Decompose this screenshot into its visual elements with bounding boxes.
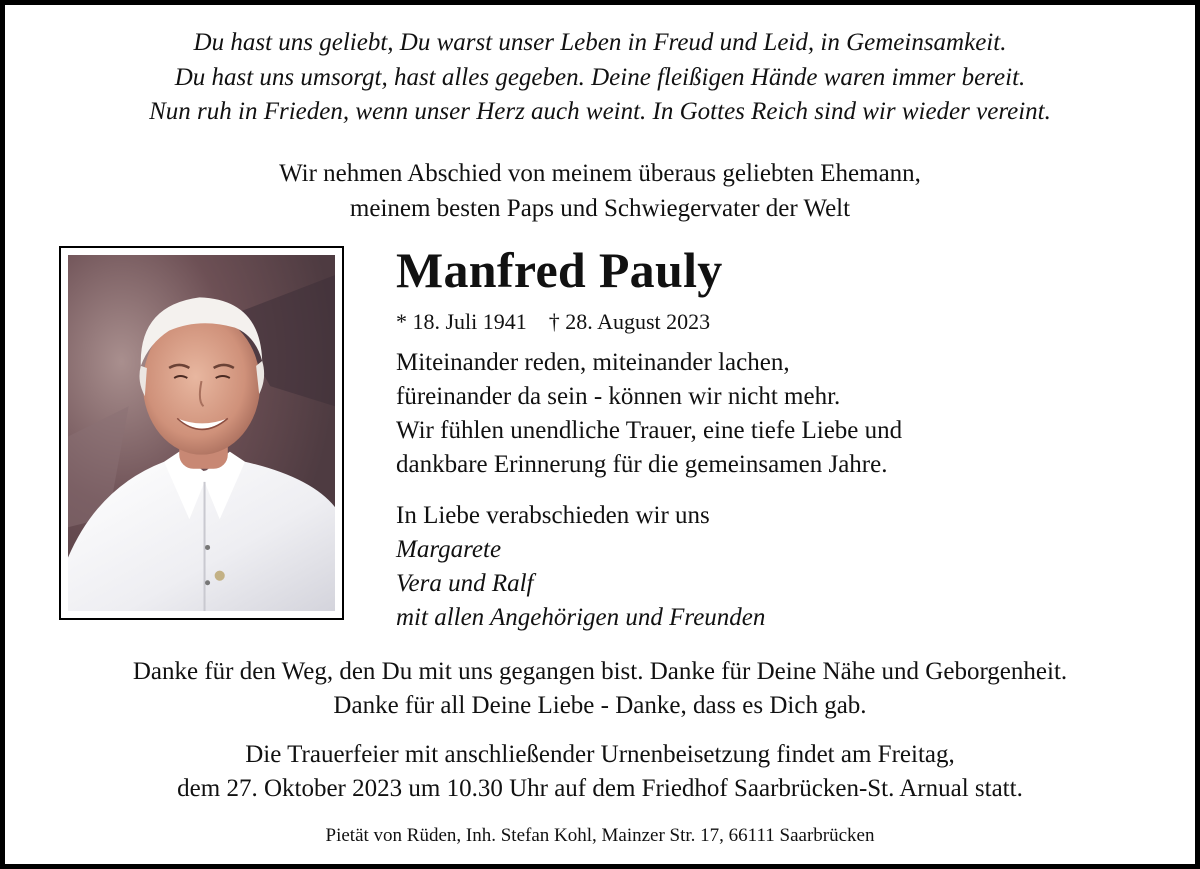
intro-block (5, 157, 1195, 226)
mourner-line-3: mit allen Angehörigen und Freunden (396, 604, 766, 631)
verse-block (5, 26, 1195, 130)
birth-date: * 18. Juli 1941 (396, 309, 527, 334)
portrait-photo (68, 255, 335, 611)
deceased-name: Manfred Pauly (396, 242, 723, 298)
verse-line-1: Du hast uns geliebt, Du warst unser Leben in Freud und Leid, in Gemeinsamkeit. (193, 29, 1007, 56)
intro-line-2: meinem besten Paps und Schwiegervater der Welt (349, 194, 851, 222)
portrait-frame (59, 246, 344, 620)
portrait-illustration (68, 255, 335, 611)
funeral-info (5, 738, 1195, 806)
farewell-block (396, 499, 765, 635)
memorial-line-1: Miteinander reden, miteinander lachen, (396, 349, 790, 376)
life-dates (396, 307, 710, 337)
mourner-line-1: Margarete (396, 536, 502, 563)
memorial-line-2: füreinander da sein - können wir nicht mehr. (396, 383, 841, 410)
funeral-line-1: Die Trauerfeier mit anschließender Urnenbeisetzung findet am Freitag, (245, 741, 955, 768)
thanks-block (5, 655, 1195, 723)
death-date: † 28. August 2023 (548, 309, 711, 334)
memorial-text (396, 346, 902, 482)
mourner-line-2: Vera und Ralf (396, 570, 534, 597)
thanks-line-2: Danke für all Deine Liebe - Danke, dass es Dich gab. (333, 692, 867, 719)
memorial-line-3: Wir fühlen unendliche Trauer, eine tiefe Liebe und (396, 417, 903, 444)
intro-line-1: Wir nehmen Abschied von meinem überaus geliebten Ehemann, (279, 160, 921, 187)
funeral-line-2: dem 27. Oktober 2023 um 10.30 Uhr auf dem Friedhof Saarbrücken-St. Arnual statt. (177, 775, 1023, 802)
thanks-line-1: Danke für den Weg, den Du mit uns gegangen bist. Danke für Deine Nähe und Geborgenheit. (132, 658, 1068, 685)
verse-line-3: Nun ruh in Frieden, wenn unser Herz auch weint. In Gottes Reich sind wir wieder vereint. (149, 98, 1051, 125)
farewell-lead: In Liebe verabschieden wir uns (396, 502, 710, 529)
undertaker-footer: Pietät von Rüden, Inh. Stefan Kohl, Mainzer Str. 17, 66111 Saarbrücken (325, 825, 875, 846)
memorial-line-4: dankbare Erinnerung für die gemeinsamen Jahre. (396, 451, 888, 478)
verse-line-2: Du hast uns umsorgt, hast alles gegeben. Deine fleißigen Hände waren immer bereit. (174, 63, 1026, 91)
